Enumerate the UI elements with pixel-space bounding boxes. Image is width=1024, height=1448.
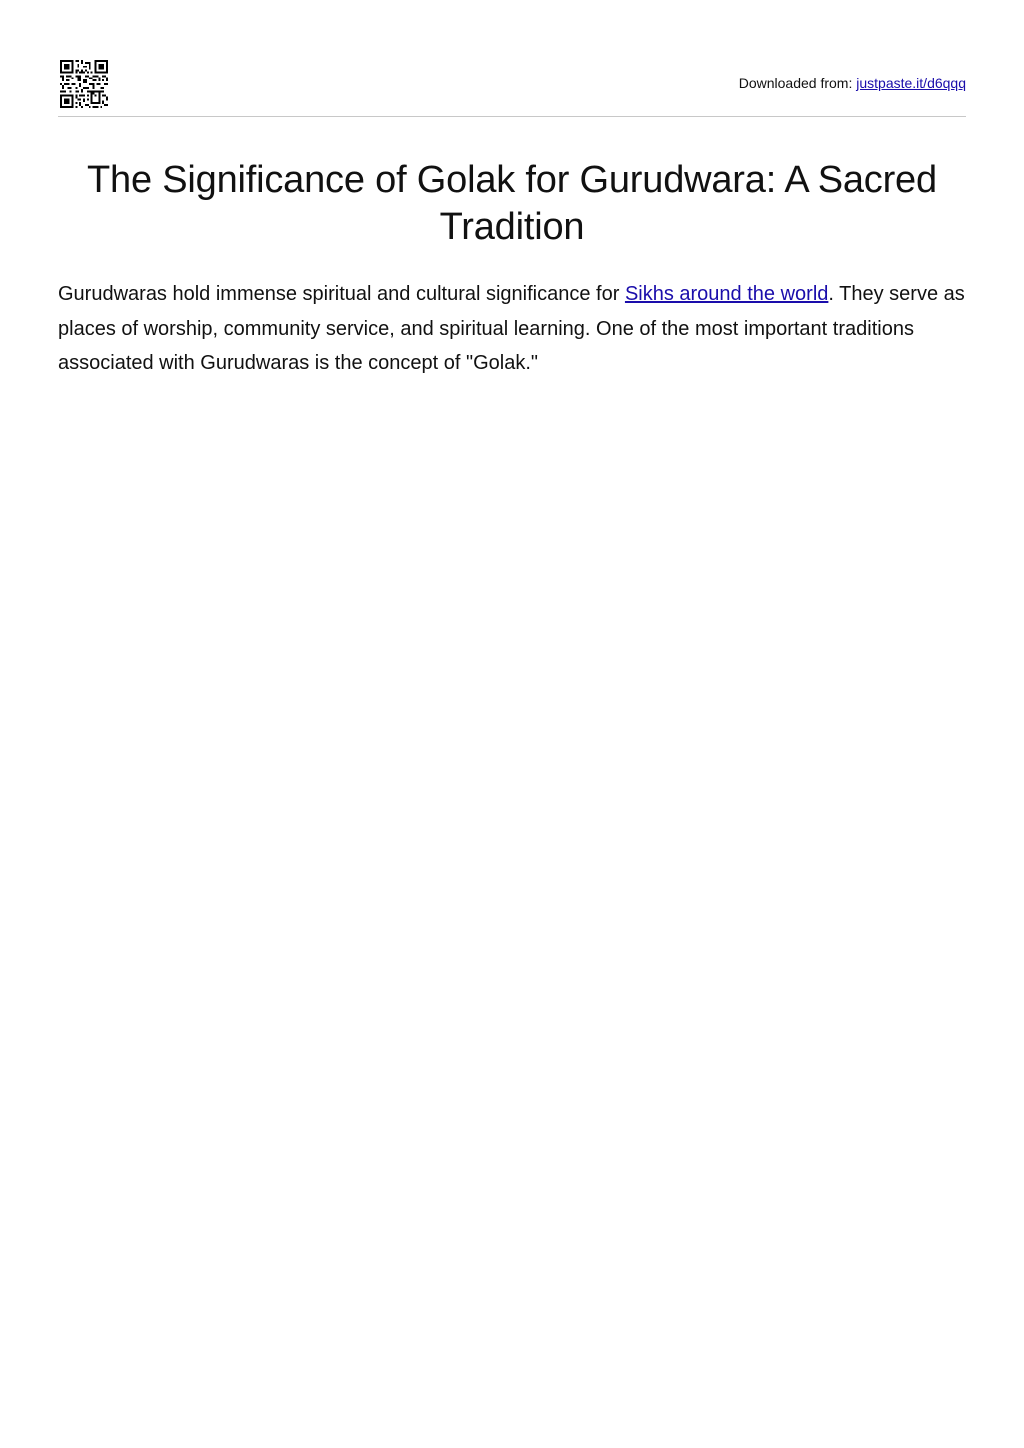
document-header [58, 60, 966, 108]
qr-code-icon [60, 60, 108, 108]
paragraph-text-start: Gurudwaras hold immense spiritual and cultural significance for [58, 283, 625, 305]
header-divider [58, 116, 966, 117]
sikhs-around-the-world-link[interactable]: Sikhs around the world [624, 283, 829, 305]
download-source-link[interactable]: justpaste.it/d6qqq [856, 75, 966, 91]
download-source-label: Downloaded from: [738, 75, 857, 91]
paragraph-text-end: . They serve as places of worship, community service, and spiritual learning. One of the most important traditions associated with Gurudwaras is the concept of "Golak." [58, 283, 965, 374]
article-paragraph [58, 277, 968, 381]
download-source [739, 75, 966, 91]
article-title: The Significance of Golak for Gurudwara: A Sacred Tradition [87, 159, 937, 248]
